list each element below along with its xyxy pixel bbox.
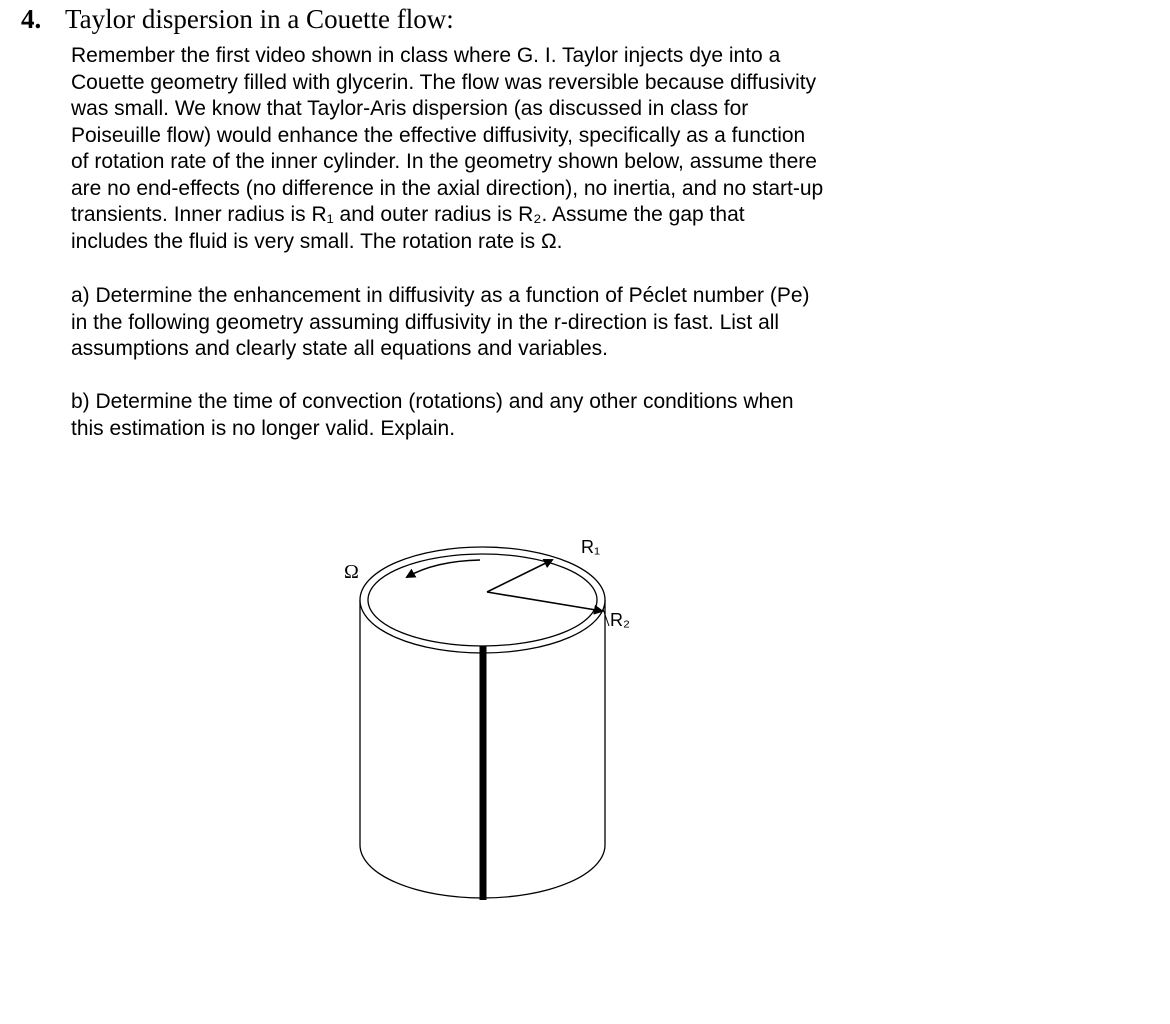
intro-paragraph xyxy=(71,43,931,255)
intro-line: of rotation rate of the inner cylinder. In the geometry shown below, assume there xyxy=(71,150,817,173)
intro-line: Couette geometry filled with glycerin. The flow was reversible because diffusivity xyxy=(71,70,817,94)
question-title: Taylor dispersion in a Couette flow: xyxy=(65,4,454,34)
part-a-line: assumptions and clearly state all equations and variables. xyxy=(71,337,608,360)
r1-label: R₁ xyxy=(581,537,601,557)
couette-cylinder-figure xyxy=(330,520,650,910)
intro-line: transients. Inner radius is R₁ and outer radius is R₂. Assume the gap that xyxy=(71,203,745,226)
intro-line: Remember the first video shown in class where G. I. Taylor injects dye into a xyxy=(71,44,781,67)
omega-label: Ω xyxy=(344,561,359,583)
cylinder-drawing xyxy=(330,520,650,910)
part-b-line: this estimation is no longer valid. Explain. xyxy=(71,416,456,440)
part-b-line: b) Determine the time of convection (rotations) and any other conditions when xyxy=(71,390,794,413)
r2-label: R₂ xyxy=(610,610,630,630)
question-heading xyxy=(21,2,454,36)
question-number: 4. xyxy=(21,4,42,34)
intro-line: Poiseuille flow) would enhance the effective diffusivity, specifically as a function xyxy=(71,123,806,147)
part-a-paragraph xyxy=(71,283,931,363)
part-a-line: in the following geometry assuming diffusivity in the r-direction is fast. List all xyxy=(71,310,780,334)
intro-line: are no end-effects (no difference in the axial direction), no inertia, and no start-up xyxy=(71,176,824,200)
part-b-paragraph xyxy=(71,389,931,442)
intro-line: includes the fluid is very small. The rotation rate is Ω. xyxy=(71,229,563,253)
intro-line: was small. We know that Taylor-Aris dispersion (as discussed in class for xyxy=(71,97,749,120)
part-a-line: a) Determine the enhancement in diffusivity as a function of Péclet number (Pe) xyxy=(71,284,810,307)
inner-cylinder-rim xyxy=(368,554,597,646)
